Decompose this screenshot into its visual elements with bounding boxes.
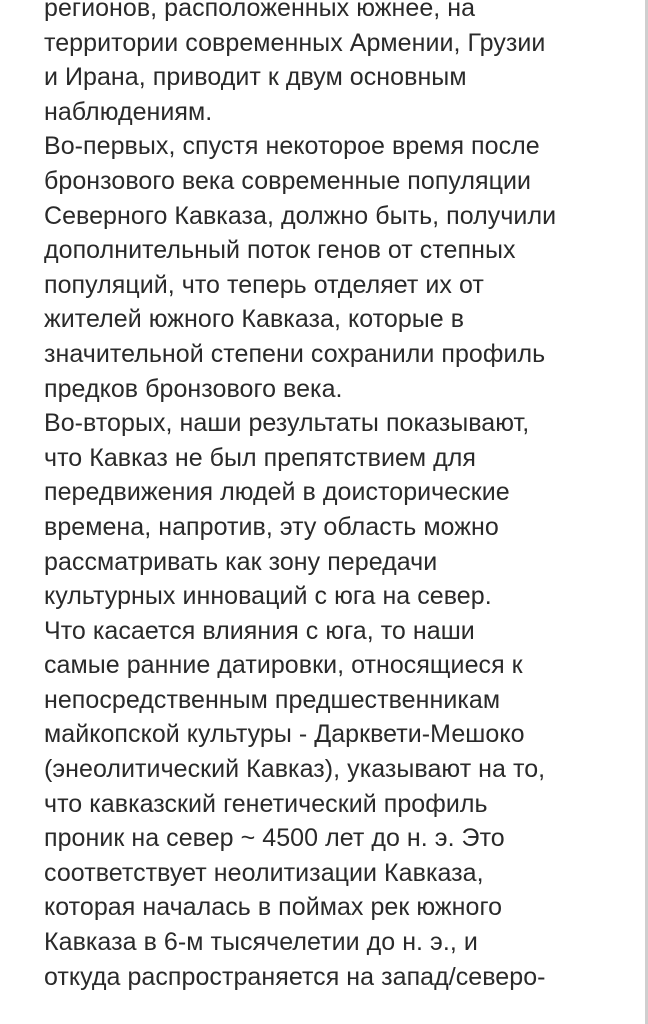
text-line: что Кавказ не был препятствием для [44,443,477,472]
text-line: дополнительный поток генов от степных [44,236,516,265]
text-line: популяций, что теперь отделяет их от [44,270,484,299]
text-line: которая началась в поймах рек южного [44,893,503,922]
text-line: (энеолитический Кавказ), указывают на то, [44,755,546,784]
text-line: Что касается влияния с юга, то наши [44,616,475,645]
text-line: Северного Кавказа, должно быть, получили [44,201,557,230]
text-line: рассматривать как зону передачи [44,547,438,576]
text-line: майкопской культуры - Дарквети-Мешоко [44,720,525,749]
text-line: предков бронзового века. [44,374,343,403]
text-line: Кавказа в 6-м тысячелетии до н. э., и [44,928,478,957]
text-line: Во-вторых, наши результаты показывают, [44,409,530,438]
text-line: откуда распространяется на запад/северо- [44,962,546,991]
text-line: передвижения людей в доисторические [44,478,510,507]
text-line: культурных инноваций с юга на север. [44,582,492,611]
text-line: наблюдениям. [44,97,213,126]
text-line: проник на север ~ 4500 лет до н. э. Это [44,824,505,853]
text-line: времена, напротив, эту область можно [44,512,499,541]
text-line: и Ирана, приводит к двум основным [44,63,467,92]
text-line: жителей южного Кавказа, которые в [44,305,465,334]
text-line: бронзового века современные популяции [44,166,532,195]
article-text [44,0,634,994]
text-line: регионов, расположенных южнее, на [44,0,476,22]
text-line: значительной степени сохранили профиль [44,339,546,368]
text-line: что кавказский генетический профиль [44,789,488,818]
text-line: самые ранние датировки, относящиеся к [44,651,523,680]
text-line: непосредственным предшественникам [44,685,501,714]
text-line: Во-первых, спустя некоторое время после [44,132,540,161]
text-line: территории современных Армении, Грузии [44,28,546,57]
text-line: соответствует неолитизации Кавказа, [44,858,484,887]
